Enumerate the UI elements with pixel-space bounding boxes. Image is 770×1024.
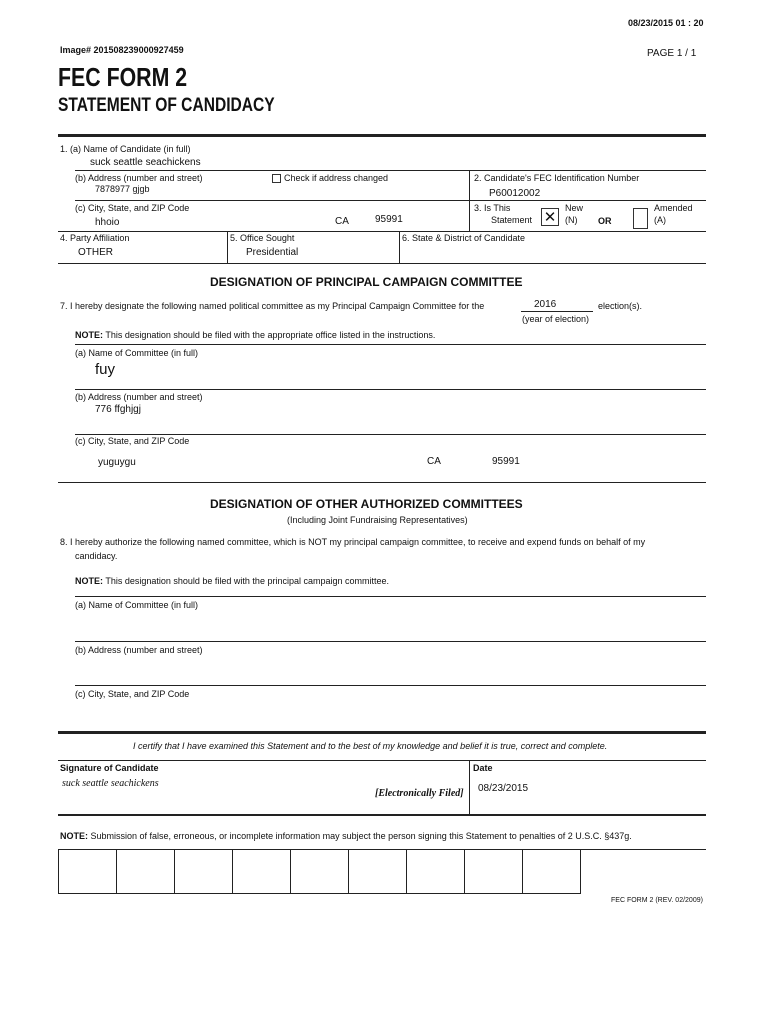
date-label: Date bbox=[473, 763, 493, 773]
committee-address-underline bbox=[75, 434, 706, 435]
name-underline bbox=[75, 170, 706, 171]
signature-label: Signature of Candidate bbox=[60, 763, 159, 773]
other-city-label: (c) City, State, and ZIP Code bbox=[75, 689, 190, 699]
office-district-divider bbox=[399, 231, 400, 263]
filing-timestamp: 08/23/2015 01 : 20 bbox=[628, 18, 704, 28]
address-underline bbox=[75, 200, 706, 201]
committee-state-value: CA bbox=[427, 456, 441, 467]
committee-name-value: fuy bbox=[95, 361, 116, 378]
date-value: 08/23/2015 bbox=[478, 783, 529, 794]
other-address-label: (b) Address (number and street) bbox=[75, 645, 203, 655]
new-label: New bbox=[565, 203, 584, 213]
candidate-name-value: suck seattle seachickens bbox=[90, 157, 201, 168]
signature-bottom-rule bbox=[58, 814, 706, 816]
candidate-city-label: (c) City, State, and ZIP Code bbox=[75, 203, 190, 213]
item8-line2: candidacy. bbox=[75, 551, 118, 561]
office-use-box bbox=[174, 849, 232, 894]
statement-title: STATEMENT OF CANDIDACY bbox=[58, 95, 275, 116]
candidate-name-label: 1. (a) Name of Candidate (in full) bbox=[60, 144, 191, 154]
election-suffix: election(s). bbox=[598, 301, 643, 311]
candidate-address-label: (b) Address (number and street) bbox=[75, 173, 203, 183]
candidate-address-value: 7878977 gjgb bbox=[95, 184, 150, 194]
other-committees-subheading: (Including Joint Fundraising Representatives) bbox=[287, 515, 468, 525]
office-label: 5. Office Sought bbox=[230, 233, 295, 243]
form-revision: FEC FORM 2 (REV. 02/2009) bbox=[611, 897, 703, 904]
committee-address-label: (b) Address (number and street) bbox=[75, 392, 203, 402]
top-divider bbox=[58, 134, 706, 137]
item7-text: 7. I hereby designate the following named political committee as my Principal Campaign Committee for the bbox=[60, 301, 485, 311]
committee-name-underline bbox=[75, 389, 706, 390]
amended-code: (A) bbox=[654, 215, 666, 225]
new-code: (N) bbox=[565, 215, 578, 225]
office-use-box bbox=[116, 849, 174, 894]
party-underline bbox=[58, 263, 706, 264]
note-text: This designation should be filed with the appropriate office listed in the instructions. bbox=[105, 330, 436, 340]
committee-address-value: 776 ffghjgj bbox=[95, 404, 141, 415]
candidate-state-value: CA bbox=[335, 216, 349, 227]
office-use-box bbox=[522, 849, 581, 894]
other-name-underline bbox=[75, 641, 706, 642]
new-statement-checkbox[interactable]: ✕ bbox=[541, 208, 559, 226]
is-this-label: 3. Is This bbox=[474, 203, 511, 213]
party-value: OTHER bbox=[78, 247, 113, 258]
other-name-label: (a) Name of Committee (in full) bbox=[75, 600, 199, 610]
penalty-note-text: Submission of false, erroneous, or incomplete information may subject the person signing this Statement to penalties of 2 U.S.C. §437g. bbox=[90, 831, 632, 841]
candidate-city-value: hhoio bbox=[95, 217, 120, 228]
committee-zip-value: 95991 bbox=[492, 456, 520, 467]
office-use-box bbox=[58, 849, 116, 894]
amended-label: Amended bbox=[654, 203, 693, 213]
other-note-underline bbox=[75, 596, 706, 597]
candidate-zip-value: 95991 bbox=[375, 214, 403, 225]
certification-divider bbox=[58, 731, 706, 734]
page-number: PAGE 1 / 1 bbox=[647, 48, 697, 59]
form-title: FEC FORM 2 bbox=[58, 62, 188, 92]
address-changed-label: Check if address changed bbox=[284, 173, 389, 183]
city-underline bbox=[58, 231, 706, 232]
committee-city-label: (c) City, State, and ZIP Code bbox=[75, 436, 190, 446]
statement-label: Statement bbox=[491, 215, 533, 225]
signature-date-divider bbox=[469, 760, 470, 814]
right-column-divider bbox=[469, 170, 470, 232]
principal-committee-heading: DESIGNATION OF PRINCIPAL CAMPAIGN COMMITTEE bbox=[210, 275, 523, 289]
or-label: OR bbox=[598, 216, 612, 226]
other-note-label: NOTE: bbox=[75, 576, 103, 586]
note-underline bbox=[75, 344, 706, 345]
election-year-underline bbox=[521, 311, 593, 312]
committee-name-label: (a) Name of Committee (in full) bbox=[75, 348, 199, 358]
office-use-box bbox=[290, 849, 348, 894]
signature-value: suck seattle seachickens bbox=[62, 778, 159, 789]
certification-text: I certify that I have examined this Statement and to the best of my knowledge and belief it is true, correct and complete. bbox=[133, 741, 608, 751]
electronically-filed: [Electronically Filed] bbox=[375, 788, 464, 799]
party-office-divider bbox=[227, 231, 228, 263]
office-use-box bbox=[232, 849, 290, 894]
item8-line1: 8. I hereby authorize the following named committee, which is NOT my principal campaign committee, to receive and expend funds on behalf of my bbox=[60, 537, 646, 547]
office-use-box bbox=[348, 849, 406, 894]
committee-city-underline bbox=[58, 482, 706, 483]
office-use-box bbox=[464, 849, 522, 894]
signature-top-rule bbox=[58, 760, 706, 761]
other-committees-heading: DESIGNATION OF OTHER AUTHORIZED COMMITTEES bbox=[210, 497, 523, 511]
election-year-value: 2016 bbox=[534, 299, 557, 310]
office-value: Presidential bbox=[246, 247, 299, 258]
fec-id-label: 2. Candidate's FEC Identification Number bbox=[474, 173, 640, 183]
district-label: 6. State & District of Candidate bbox=[402, 233, 526, 243]
other-note-text: This designation should be filed with the principal campaign committee. bbox=[105, 576, 389, 586]
office-use-box-row bbox=[58, 849, 581, 893]
image-number: Image# 201508239000927459 bbox=[60, 45, 184, 55]
party-label: 4. Party Affiliation bbox=[60, 233, 130, 243]
fec-id-value: P60012002 bbox=[489, 188, 541, 199]
note-label: NOTE: bbox=[75, 330, 103, 340]
penalty-note-label: NOTE: bbox=[60, 831, 88, 841]
address-changed-checkbox[interactable] bbox=[272, 174, 281, 183]
other-address-underline bbox=[75, 685, 706, 686]
amended-statement-checkbox[interactable] bbox=[633, 208, 648, 229]
year-caption: (year of election) bbox=[522, 314, 590, 324]
committee-city-value: yuguygu bbox=[98, 457, 136, 468]
office-use-box bbox=[406, 849, 464, 894]
